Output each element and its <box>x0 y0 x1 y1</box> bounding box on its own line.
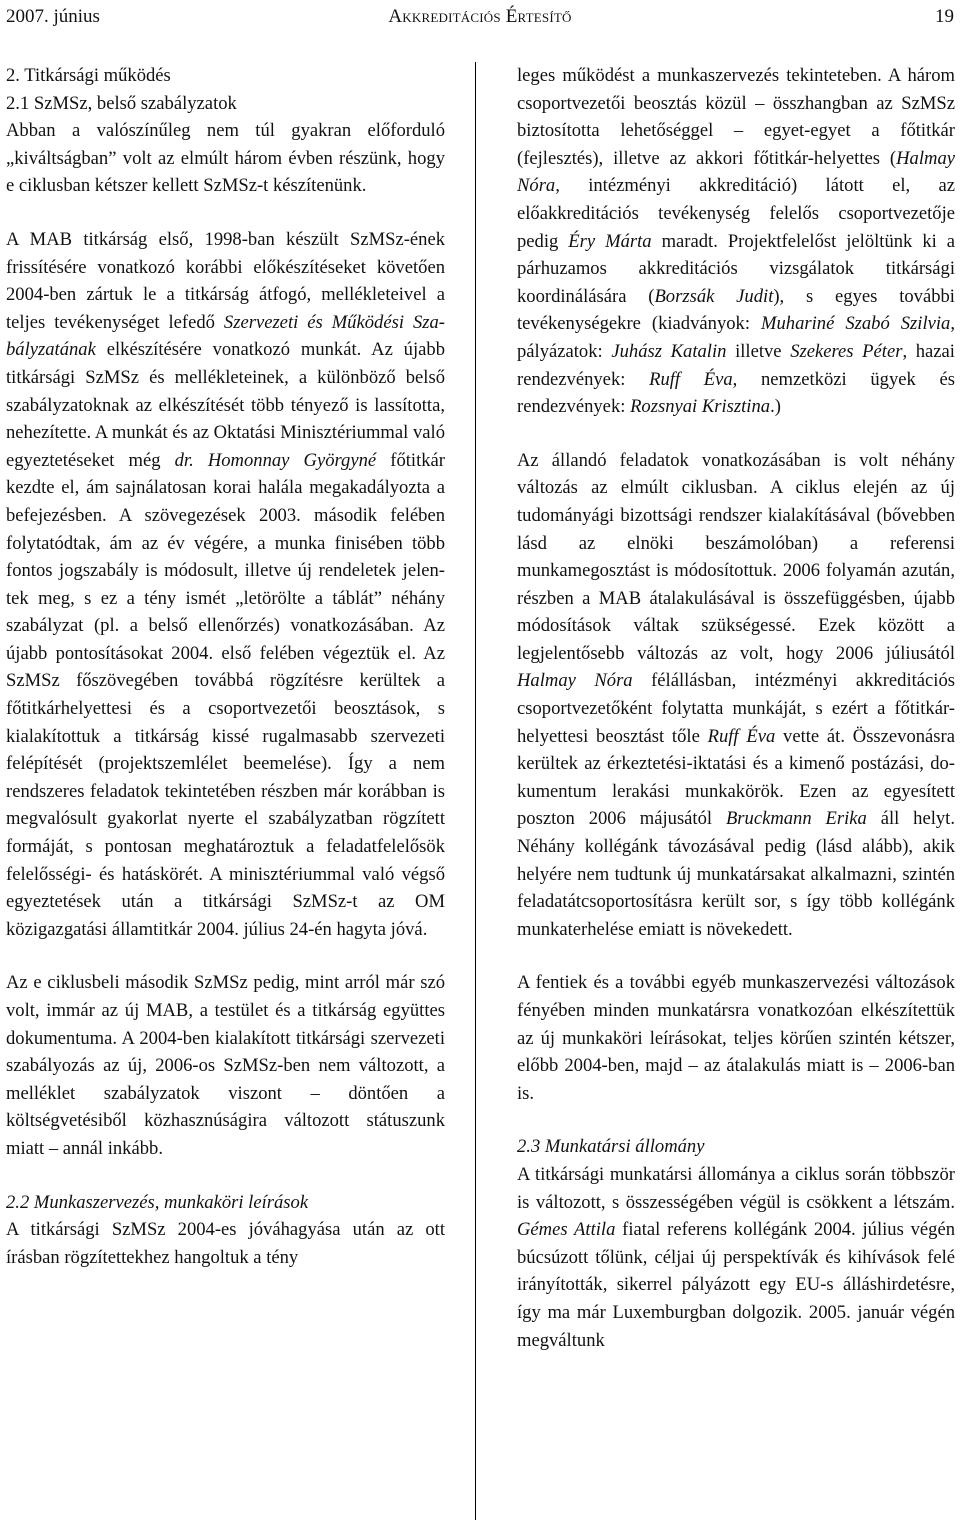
italic-text: Bruckmann Erika <box>725 808 867 830</box>
issue-date: 2007. június <box>6 6 100 27</box>
italic-text: Ruff Éva <box>649 368 733 390</box>
page-number: 19 <box>935 6 954 27</box>
paragraph: Az állandó feladatok vonatkozásában is volt néhány változás az elmúlt ciklusban. A ciklus elején az új tudományági bizottsági rendszer kialakításával (bővebben lásd az elnöki beszámolóban) a referensi munkamegosztást is módosítottuk. 2006 folyamán azután, részben a MAB átalakulásával is összefüggésben, újabb módosítások váltak szükségessé. Ezek között a legjelentősebb változás az volt, hogy 2006 júliusától Halmay Nóra félállásban, intézményi akkreditációs csoportvezetőként folytatta munkáját, s ezért a főtitkár-helyettesi beosztást tőle Ruff Éva vette át. Összevonásra kerültek az érkeztetési-iktatási és a kimenő postázási, dokumentum lerakási munkakörök. Ezen az egyesített poszton 2006 májusától Bruckmann Erika áll helyt. Néhány kollégánk távozásával pedig (lásd alább), akik helyére nem tudtunk új munkatársakat alkalmazni, szintén feladatátcsoportosításra került sor, s így több kollégánk munkaterhelése emiatt is növekedett. <box>517 449 956 940</box>
italic-text: Ruff Éva <box>707 725 776 747</box>
left-column <box>6 62 445 1271</box>
italic-text: dr. Homonnay Györgyné <box>174 449 377 471</box>
italic-text: Halmay Nóra, <box>517 147 955 197</box>
paragraph: A MAB titkárság első, 1998-ban készült SzMSz-ének frissítésére vonatkozó korábbi előkészítéseket követően 2004-ben zártuk le a titkárság átfogó, mellékleteivel a teljes tevékenységet lefedő Szervezeti és Működési Szabályzatának elkészítésére vonatkozó munkát. Az újabb titkársági SzMSz és mellékleteinek, a különböző belső szabályzatoknak az elkészítését több tényező is lassította, nehezítette. A munkát és az Oktatási Minisztériummal való egyeztetéseket még dr. Homonnay Györgyné főtitkár kezdte el, ám sajnálatosan korai halála megakadályozta a befejezésben. A szövegezések 2003. második felében folytatódtak, ám az év végére, a munka finisében több fontos jogszabály is módosult, illetve új rendeletek jelentek meg, s ez a tény ismét „letörölte a táblát” néhány szabályzat (pl. a belső ellenőrzés) vonatkozásában. Az újabb pontosításokat 2004. első felében végeztük el. Az SzMSz főszövegében továbbá rögzítésre kerültek a főtitkárhelyettesi és a csoportvezetői beosztások, s kialakítottuk a titkárság kissé rugalmasabb szervezeti felépítését (projektszemlélet beemelése). Így a nem rendszeres feladatok tekintetében részben már korábban is megvalósult gyakorlat nyerte el szabályzatban rögzített formáját, s pontosan meghatároztuk a feladatfelelősök felelősségi- és hatáskörét. A minisztériummal való végső egyeztetések után a titkársági SzMSz-t az OM közigazgatási államtitkár 2004. július 24-én hagyta jóvá. <box>6 228 445 940</box>
italic-text: Szekeres Péter <box>790 340 903 362</box>
page-header <box>6 4 954 30</box>
section-heading-2-2: 2.2 Munkaszervezés, munkaköri leírások <box>6 1191 309 1213</box>
paragraph: leges működést a munkaszervezés tekinteteben. A három csoportvezetői beosztás közül – összhangban az SzMSz biztosította lehetőséggel – egyet-egyet a főtitkár (fejlesztés), illetve az akkori főtitkár-helyettes (Halmay Nóra, intézményi akkreditáció) látott el, az előakkreditációs tevékenység felelős csoportvezetője pedig Éry Márta maradt. Projektfelelőst jelöltünk ki a párhuzamos akkreditációs vizsgálatok titkársági koordinálására (Borzsák Judit), s egyes további tevékenységekre (kiadványok: Muhariné Szabó Szilvia, pályázatok: Juhász Katalin illetve Szekeres Péter, hazai rendezvények: Ruff Éva, nemzetközi ügyek és rendezvények: Rozsnyai Krisztina.) <box>517 65 956 418</box>
journal-title: Akkreditációs Értesítő <box>388 6 572 27</box>
italic-text: Éry Márta <box>568 230 652 252</box>
italic-text: Juhász Katalin <box>611 340 727 362</box>
paragraph: A titkársági SzMSz 2004-es jóváhagyása után az ott írásban rögzítettekhez hangoltuk a tény <box>6 1219 445 1268</box>
paragraph: A titkársági munkatársi állománya a ciklus során többször is változott, s összességében végül is csökkent a létszám. Gémes Attila fiatal referens kollégánk 2004. július végén búcsúzott tőlünk, céljai új perspektívák és kihívások felé irányították, sikerrel pályázott egy EU-s álláshirdetésre, így ma már Luxemburgban dolgozik. 2005. január végén megváltunk <box>517 1163 955 1351</box>
section-heading-2-1: 2.1 SzMSz, belső szabályzatok <box>6 92 237 114</box>
italic-text: Halmay Nóra <box>517 670 633 692</box>
italic-text: Muhariné Szabó Szilvia <box>761 313 951 335</box>
right-column <box>517 62 955 1354</box>
italic-text: Rozsnyai Krisztina <box>630 396 771 418</box>
paragraph: A fentiek és a további egyéb munkaszervezési változások fényében minden munkatársra vonatkozóan elkészítettük az új munkaköri leírásokat, teljes körűen szintén kétszer, előbb 2004-ben, majd – az átalakulás miatt is – 2006-ban is. <box>517 972 955 1104</box>
italic-text: Borzsák Judit <box>654 285 774 307</box>
italic-text: Szervezeti és Működési Szabályzatának <box>6 311 445 361</box>
section-heading-2-3: 2.3 Munkatársi állomány <box>517 1136 705 1158</box>
italic-text: Gémes Attila <box>517 1219 616 1241</box>
paragraph: Abban a valószínűleg nem túl gyakran előforduló „kiváltságban” volt az elmúlt három évben részünk, hogy e ciklusban kétszer kellett SzMSz-t készítenünk. <box>6 120 445 197</box>
column-divider <box>475 62 476 1520</box>
paragraph: Az e ciklusbeli második SzMSz pedig, mint arról már szó volt, immár az új MAB, a testület és a titkárság együttes dokumentuma. A 2004-ben kialakított titkársági szervezeti szabályozás az új, 2006-os SzMSz-ben nem változott, a melléklet szabályzatok viszont – döntően a költségvetésiből közhasznúságira változott státuszunk miatt – annál inkább. <box>6 972 445 1159</box>
section-heading-2: 2. Titkársági működés <box>6 65 171 86</box>
